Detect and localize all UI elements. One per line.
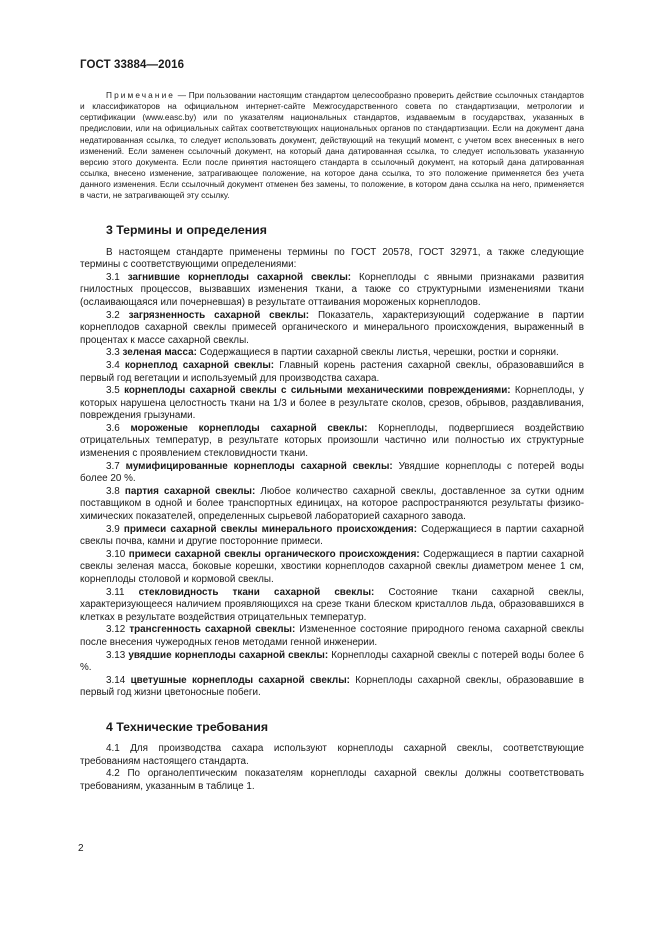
term-name: мороженые корнеплоды сахарной свеклы: — [130, 422, 368, 434]
term-name: трансгенность сахарной свеклы: — [129, 624, 296, 636]
term-definition: Увядшие корнеплоды с потерей воды более 20 %. — [80, 460, 585, 485]
term-definition: Содержащиеся в партии сахарной свеклы зеленая масса, боковые корешки, хвостики корнеплодов сахарной свеклы диаметром менее 1 см, корнеплоды столовой и кормовой свеклы. — [80, 548, 585, 585]
page-number: 2 — [78, 843, 84, 854]
term-item — [80, 347, 584, 360]
term-number: 3.12 — [106, 624, 126, 636]
term-definition: Измененное состояние природного генома сахарной свеклы после внесения чужеродных генов методами генной инженерии. — [80, 624, 585, 648]
term-definition: Содержащиеся в партии сахарной свеклы почва, камни и другие посторонние примеси. — [80, 523, 584, 548]
term-name: мумифицированные корнеплоды сахарной свеклы: — [125, 460, 393, 472]
section-3-intro: В настоящем стандарте применены термины по ГОСТ 20578, ГОСТ 32971, а также следующие термины с соответствующими определениями: — [80, 246, 584, 271]
term-item — [80, 461, 584, 486]
term-definition: Корнеплоды с явными признаками развития гнилостных процессов, вызвавших изменения ткани, а также со структурными изменениями ткани (ослаивающаяся или почерневшая) в результате оттаивания мороженых корнеплодов. — [80, 271, 585, 308]
term-number: 3.3 — [106, 347, 120, 359]
term-name: зеленая масса: — [122, 347, 197, 359]
term-item — [80, 650, 584, 675]
term-definition: Корнеплоды сахарной свеклы с потерей воды более 6 %. — [80, 649, 584, 674]
note-label: Примечание — [106, 90, 176, 100]
term-item — [80, 360, 584, 385]
term-item — [80, 272, 584, 310]
term-name: загнившие корнеплоды сахарной свеклы: — [127, 271, 352, 283]
term-definition: Главный корень растения сахарной свеклы, образовавшийся в первый год вегетации и используемый для производства сахара. — [80, 359, 584, 384]
term-definition: Содержащиеся в партии сахарной свеклы листья, черешки, ростки и сорняки. — [196, 347, 559, 359]
term-name: увядшие корнеплоды сахарной свеклы: — [128, 649, 329, 661]
term-number: 3.10 — [106, 548, 126, 560]
term-definition: Показатель, характеризующий содержание в партии корнеплодов сахарной свеклы примесей органического и минерального происхождения, выраженный в процентах к массе сахарной свеклы. — [80, 309, 584, 346]
term-number: 3.11 — [106, 586, 125, 598]
term-name: примеси сахарной свеклы минерального происхождения: — [123, 523, 417, 535]
term-item — [80, 549, 584, 587]
term-number: 3.14 — [106, 674, 126, 686]
term-definition: Корнеплоды, у которых нарушена целостность ткани на 1/3 и более в результате сколов, срезов, обрывов, раздавливания, повреждения грызунами. — [80, 385, 584, 422]
term-name: корнеплод сахарной свеклы: — [124, 359, 275, 371]
term-name: цветушные корнеплоды сахарной свеклы: — [130, 674, 350, 686]
term-number: 3.9 — [106, 523, 120, 535]
page-content — [80, 82, 584, 793]
term-name: примеси сахарной свеклы органического происхождения: — [128, 548, 420, 560]
term-number: 3.13 — [106, 649, 126, 661]
reference-note — [80, 90, 584, 202]
term-name: загрязненность сахарной свеклы: — [128, 309, 310, 321]
term-number: 3.6 — [106, 422, 120, 434]
term-item — [80, 486, 584, 524]
term-number: 3.5 — [106, 385, 120, 397]
term-number: 3.2 — [106, 309, 120, 321]
page-header-standard: ГОСТ 33884—2016 — [80, 59, 185, 71]
term-definition: Корнеплоды, подвергшиеся воздействию отрицательных температур, в результате которых произошли частично или полностью их структурные изменения с проявлением стекловидности ткани. — [80, 422, 584, 460]
term-item — [80, 310, 584, 348]
term-item — [80, 423, 584, 461]
term-number: 3.4 — [106, 359, 120, 371]
section-3-title: 3 Термины и определения — [106, 222, 267, 237]
term-number: 3.8 — [106, 485, 120, 497]
term-definition: Состояние ткани сахарной свеклы, характеризующееся наличием проявляющихся на срезе ткани блеском кристаллов льда, образовавшихся в клетках в результате воздействия отрицательных температур. — [80, 586, 584, 623]
requirement-paragraph: 4.1 Для производства сахара используют корнеплоды сахарной свеклы, соответствующие требованиям настоящего стандарта. — [80, 742, 584, 767]
term-definition: Корнеплоды сахарной свеклы, образовавшие в первый год жизни цветоносные побеги. — [80, 674, 585, 699]
note-text: — При пользовании настоящим стандартом целесообразно проверить действие ссылочных стандартов и классификаторов на официальном интернет-сайте Межгосударственного совета по стандартизации, метрологии и сертификации (www.easc.by) или по указателям национальных стандартов, издаваемым в государствах, указанных в предисловии, или на официальных сайтах соответствующих национальных органов по стандартизации. Если на документ дана недатированная ссылка, то следует использовать документ, действующий на текущий момент, с учетом всех внесенных в него изменений. Если заменен ссылочный документ, на который дана датированная ссылка, то следует использовать указанную версию этого документа. Если после принятия настоящего стандарта в ссылочный документ, на который дана датированная ссылка, внесено изменение, затрагивающее положение, на которое дана ссылка, то это положение применяется без учета данного изменения. Если ссылочный документ отменен без замены, то положение, в котором дана ссылка на него, применяется в части, не затрагивающей эту ссылку. — [80, 90, 584, 201]
term-item — [80, 524, 584, 549]
terms-list — [80, 272, 584, 700]
term-name: корнеплоды сахарной свеклы с сильными механическими повреждениями: — [124, 385, 511, 397]
requirement-paragraph: 4.2 По органолептическим показателям корнеплоды сахарной свеклы должны соответствовать требованиям, указанным в таблице 1. — [80, 768, 584, 792]
term-number: 3.7 — [106, 460, 120, 472]
term-definition: Любое количество сахарной свеклы, доставленное за сутки одним поставщиком в одной и более транспортных единицах, на которое распространяются результаты физико-химических показателей, определенных сырьевой лабораторией сахарного завода. — [80, 485, 585, 523]
term-item — [80, 624, 584, 649]
term-item — [80, 675, 584, 700]
term-name: партия сахарной свеклы: — [124, 485, 256, 497]
term-number: 3.1 — [106, 271, 120, 283]
section-4-title: 4 Технические требования — [106, 719, 268, 734]
term-item — [80, 385, 584, 423]
term-item — [80, 587, 584, 625]
term-name: стекловидность ткани сахарной свеклы: — [138, 586, 375, 598]
